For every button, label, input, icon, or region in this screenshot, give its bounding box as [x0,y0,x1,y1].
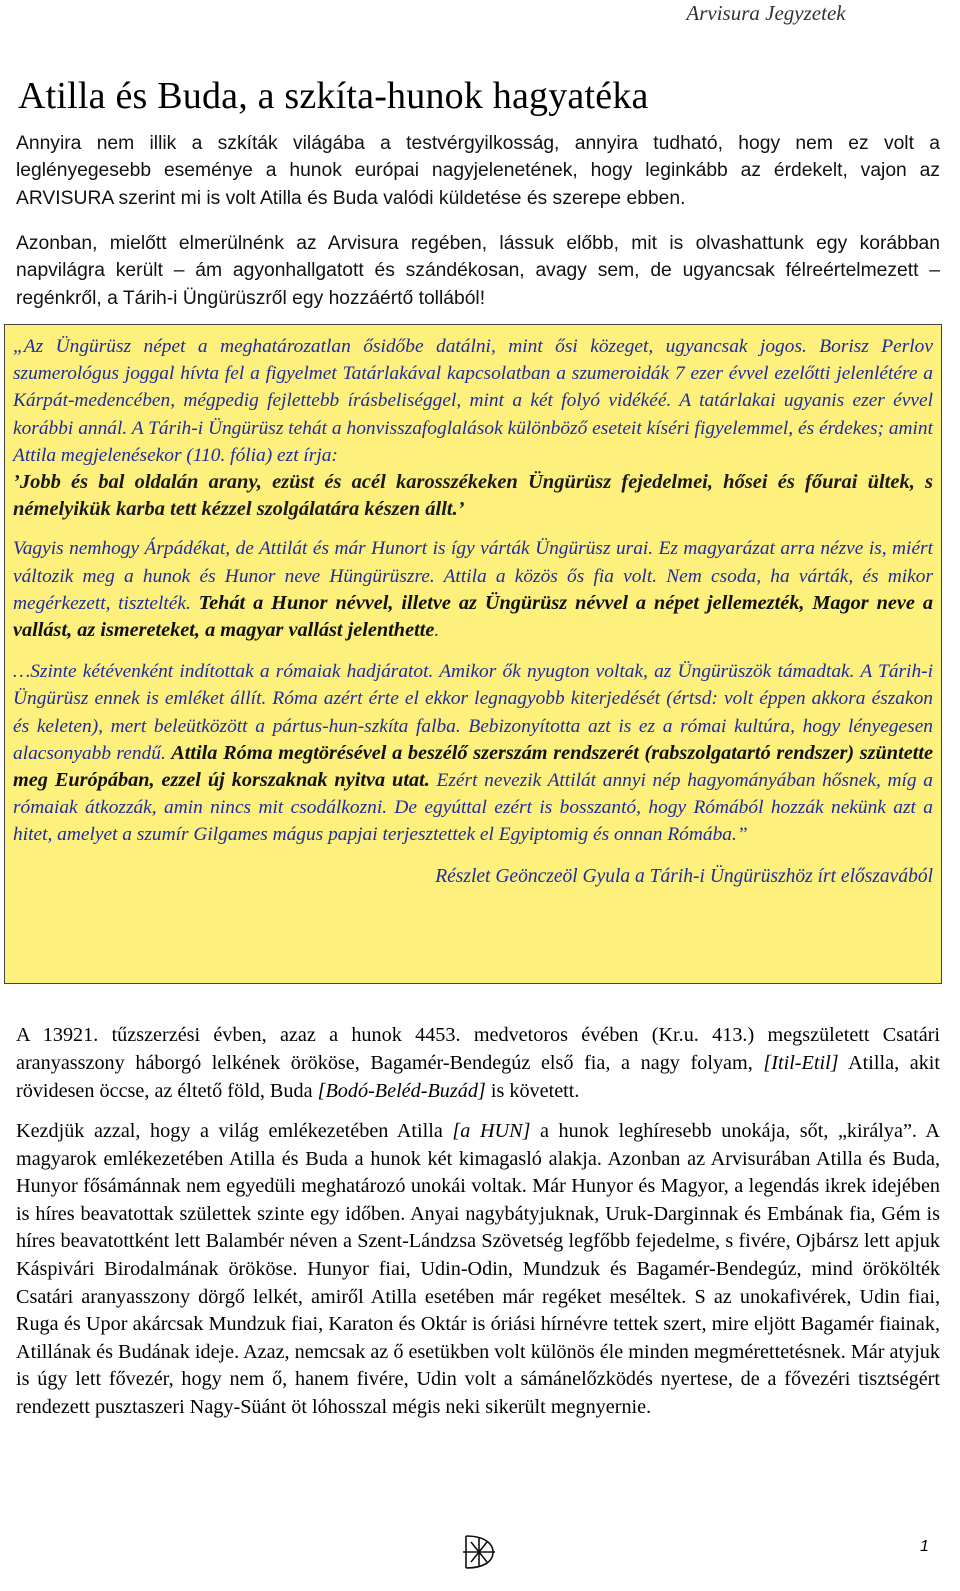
arvisura-emblem-icon [461,1532,497,1572]
body-text: Kezdjük azzal, hogy a világ emlékezetében Atilla [16,1120,443,1142]
quote-text: „Az Üngürüsz népet a meghatározatlan ősidőbe datálni, mint ősi közeget, ugyancsak jogos. Borisz Perlov szumerológus joggal hívta fel a figyelmet Tatárlakával kapcsolatban a szumeroidák 7 ezer évvel ezelőtti jelenlétére a Kárpát-medencében, mégpedig fejlettebb írásbeliséggel, mint a két folyó vidékéé. A tatárlakai ugyanis ezer évvel korábbi annál. A Tárih-i Üngürüsz tehát a honvisszafoglalások különböző eseteit kíséri figyelemmel, és érdekes; amint Attila megjelenésekor (110. fólia) ezt írja: [13,336,933,466]
body-text: A 13921. tűzszerzési évben, azaz a hunok 4453. medvetoros évében (Kr.u. 413.) megszületett Csatári aranyasszony háborgó lelkének örököse, Bagamér-Bendegúz első fia, a nagy folyam, [16,1024,940,1074]
quote-paragraph-3 [13,658,933,848]
body-text: is követett. [490,1080,580,1102]
body-italic-text: [Bodó-Beléd-Buzád] [317,1080,486,1102]
quote-bold-citation: ’Jobb és bal oldalán arany, ezüst és acél karosszékeken Üngürüsz fejedelmei, hősei és főurai ültek, s némelyikük karba tett kézzel szolgálatára készen állt.’ [13,471,933,521]
intro-paragraph-2: Azonban, mielőtt elmerülnénk az Arvisura regében, lássuk előbb, mit is olvashattunk egy korábban napvilágra került – ám agyonhallgatott és szándékosan, avagy sem, de ugyancsak félreértelmezett – regénkről, a Tárih-i Üngürüszről egy hozzáértő tollából! [16,233,940,309]
quote-emphasis: Attila Róma megtörésével a beszélő szerszám rendszerét (rabszolgatartó rendszer) szüntette meg Európában, ezzel új korszaknak nyitva utat. [13,741,933,792]
quote-text: …Szinte kétévenként indítottak a rómaiak hadjáratot. Amikor ők nyugton voltak, az Üngürüszök támadtak. A Tárih-i Üngürüsz ennek is emléket állít. Róma azért érte el ekkor legnagyobb kiterjedését (értsd: volt éppen akkora északon és keleten), mert beleütközött a pártus-hun-szkíta falba. Bebizonyította azt is ez a római kultúra, hogy lényegesen alacsonyabb rendű. [13,661,933,764]
quote-text: Vagyis nemhogy Árpádékat, de Attilát és már Hunort is így várták Üngürüsz urai. Ez magyarázat arra nézve is, miért változik meg a hunok és Hunor neve Hüngürüszre. Attila a közös ős fia volt. Nem csoda, ha várták, és mikor megérkezett, tisztelték. [13,538,933,614]
page-title: Atilla és Buda, a szkíta-hunok hagyatéka [18,75,649,117]
quote-text: . [434,620,440,642]
quote-box [4,324,942,984]
intro-paragraph-1: Annyira nem illik a szkíták világába a testvérgyilkosság, annyira tudható, hogy nem ez volt a leglényegesebb eseménye a hunok európai nagyjelenetének, hogy leginkább az érdekelt, vajon az ARVISURA szerint mi is volt Atilla és Buda valódi küldetése és szerepe ebben. [16,133,940,209]
page-number: 1 [920,1538,929,1555]
body-paragraph-1 [16,1021,940,1105]
quote-attribution: Részlet Geönczeöl Gyula a Tárih-i Üngürüszhöz írt előszavából [435,865,933,887]
quote-text: Ezért nevezik Attilát annyi nép hagyományában hősnek, míg a rómaiak átkozzák, amin nincs mit csodálkozni. De egyúttal ezért is bosszantó, hogy Rómából hozzák nekünk azt a hitet, amelyet a szumír Gilgames mágus papjai terjesztettek el Egyiptomig és onnan Rómába.” [13,770,933,846]
body-text: Atilla, akit rövidesen öccse, az éltető föld, Buda [16,1052,941,1102]
body-paragraph-2 [16,1118,940,1422]
body-italic-text: [a HUN] [452,1120,531,1142]
running-header: Arvisura Jegyzetek [686,1,846,25]
body-italic-text: [Itil-Etil] [763,1052,839,1074]
body-text: a hunok leghíresebb unokája, sőt, „királya”. A magyarok emlékezetében Atilla és Buda a hunok két kimagasló alakja. Azonban az Arvisurában Atilla és Buda, Hunyor fősámánnak nem egyedüli meghatározó unokái voltak. Már Hunyor és Magyor, a legendás ikrek idejében is híres beavatottak születtek szinte egy időben. Anyai nagybátyjuknak, Uruk-Darginnak és Embának fia, Gém is híres beavatottként lett Balambér néven a Szent-Lándzsa Szövetség legfőbb fejedelme, s fivére, Ojbársz lett apjuk Káspivári Birodalmának örököse. Hunyor fiai, Udin-Odin, Mundzuk és Bagamér-Bendegúz, mind örökölték Csatári aranyasszony dörgő lelkét, amiről Atilla esetében már regéket meséltek. S az unokafivérek, Udin fiai, Ruga és Upor akárcsak Mundzuk fiai, Karaton és Oktár is óriási hírnévre tettek szert, mire eljött Bagamér fiainak, Atillának és Budának ideje. Azaz, nemcsak az ő esetükben volt különös éle minden megmérettetésnek. Már atyjuk is úgy lett fővezér, hogy nem ő, hanem fivére, Udin volt a sámánelőzködés nyertese, de a fővezéri tisztségért rendezett pusztaszeri Nagy-Süánt öt lóhosszal mégis neki sikerült megnyernie. [16,1120,940,1418]
quote-paragraph-2 [13,535,933,644]
quote-paragraph-1 [13,333,933,469]
quote-emphasis: Tehát a Hunor névvel, illetve az Üngürüsz névvel a népet jellemezték, Magor neve a vallást, az ismereteket, a magyar vallást jelenthette [13,591,933,642]
